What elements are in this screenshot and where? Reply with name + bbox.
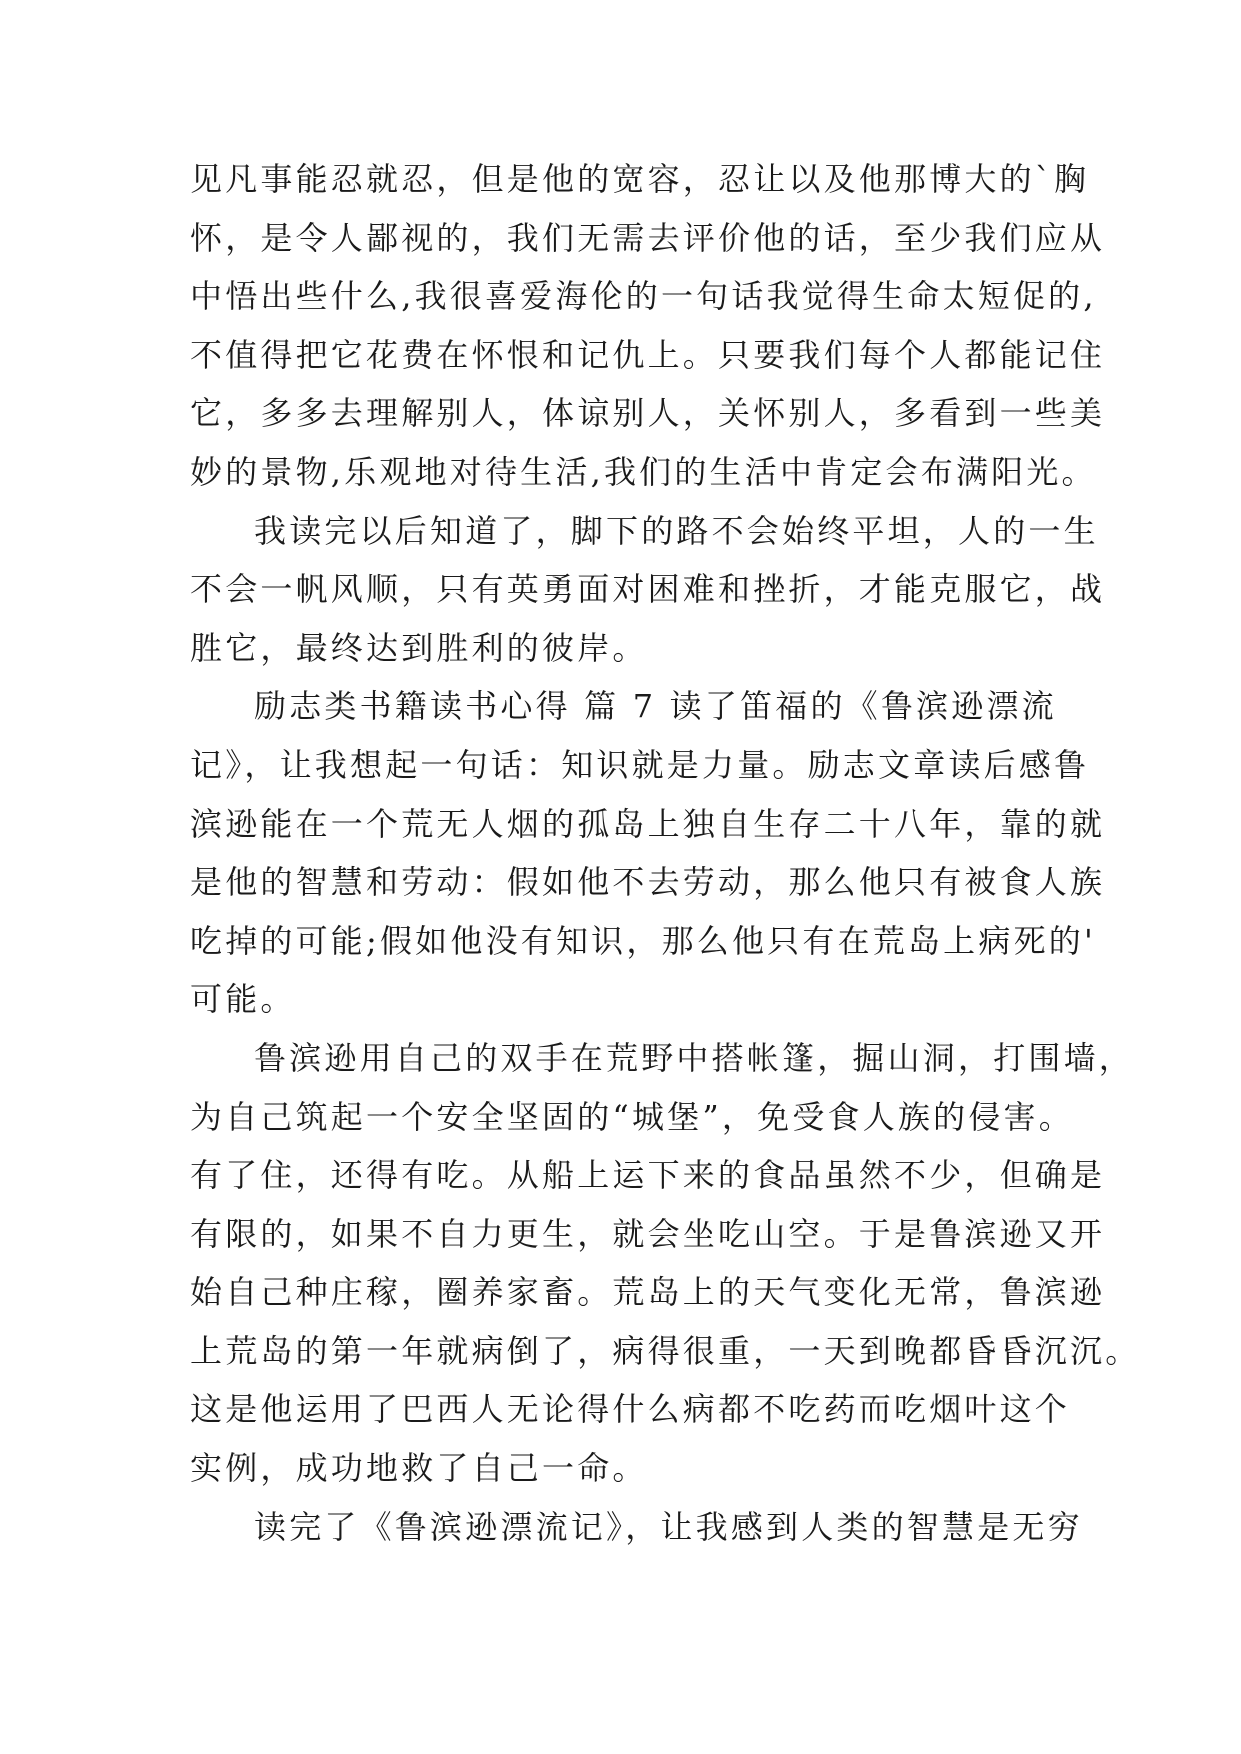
text-line: 怀，是令人鄙视的，我们无需去评价他的话，至少我们应从 <box>190 218 1106 257</box>
section-heading-line: 励志类书籍读书心得 篇 7 读了笛福的《鲁滨逊漂流 <box>254 687 1057 726</box>
text-line: 不会一帆风顺，只有英勇面对困难和挫折，才能克服它，战 <box>190 570 1106 609</box>
text-line: 为自己筑起一个安全坚固的“城堡”，免受食人族的侵害。 <box>190 1097 1074 1136</box>
text-line: 是他的智慧和劳动：假如他不去劳动，那么他只有被食人族 <box>190 863 1106 902</box>
text-line: 胜它，最终达到胜利的彼岸。 <box>190 628 648 667</box>
text-line: 可能。 <box>190 980 296 1019</box>
paragraph-first-line: 读完了《鲁滨逊漂流记》，让我感到人类的智慧是无穷 <box>254 1507 1083 1546</box>
text-line: 滨逊能在一个荒无人烟的孤岛上独自生存二十八年，靠的就 <box>190 804 1106 843</box>
text-line: 见凡事能忍就忍，但是他的宽容，忍让以及他那博大的`胸 <box>190 160 1090 198</box>
text-line: 吃掉的可能;假如他没有知识，那么他只有在荒岛上病死的' <box>190 921 1096 960</box>
text-line: 始自己种庄稼，圈养家畜。荒岛上的天气变化无常，鲁滨逊 <box>190 1273 1106 1312</box>
text-line: 有限的，如果不自力更生，就会坐吃山空。于是鲁滨逊又开 <box>190 1214 1106 1253</box>
text-line: 上荒岛的第一年就病倒了，病得很重，一天到晚都昏昏沉沉。 <box>190 1331 1141 1370</box>
text-line: 中悟出些什么,我很喜爱海伦的一句话我觉得生命太短促的, <box>190 277 1097 316</box>
text-line: 它，多多去理解别人，体谅别人，关怀别人，多看到一些美 <box>190 394 1106 433</box>
paragraph-first-line: 鲁滨逊用自己的双手在荒野中搭帐篷，掘山洞，打围墙， <box>254 1038 1135 1077</box>
document-body <box>190 150 1141 1556</box>
text-line: 记》，让我想起一句话：知识就是力量。励志文章读后感鲁 <box>190 745 1090 784</box>
text-line: 不值得把它花费在怀恨和记仇上。只要我们每个人都能记住 <box>190 335 1106 374</box>
paragraph-first-line: 我读完以后知道了，脚下的路不会始终平坦，人的一生 <box>254 511 1099 550</box>
text-line: 有了住，还得有吃。从船上运下来的食品虽然不少，但确是 <box>190 1156 1106 1195</box>
text-line: 妙的景物,乐观地对待生活,我们的生活中肯定会布满阳光。 <box>190 452 1097 491</box>
text-line: 实例，成功地救了自己一命。 <box>190 1449 648 1488</box>
text-line: 这是他运用了巴西人无论得什么病都不吃药而吃烟叶这个 <box>190 1390 1071 1429</box>
